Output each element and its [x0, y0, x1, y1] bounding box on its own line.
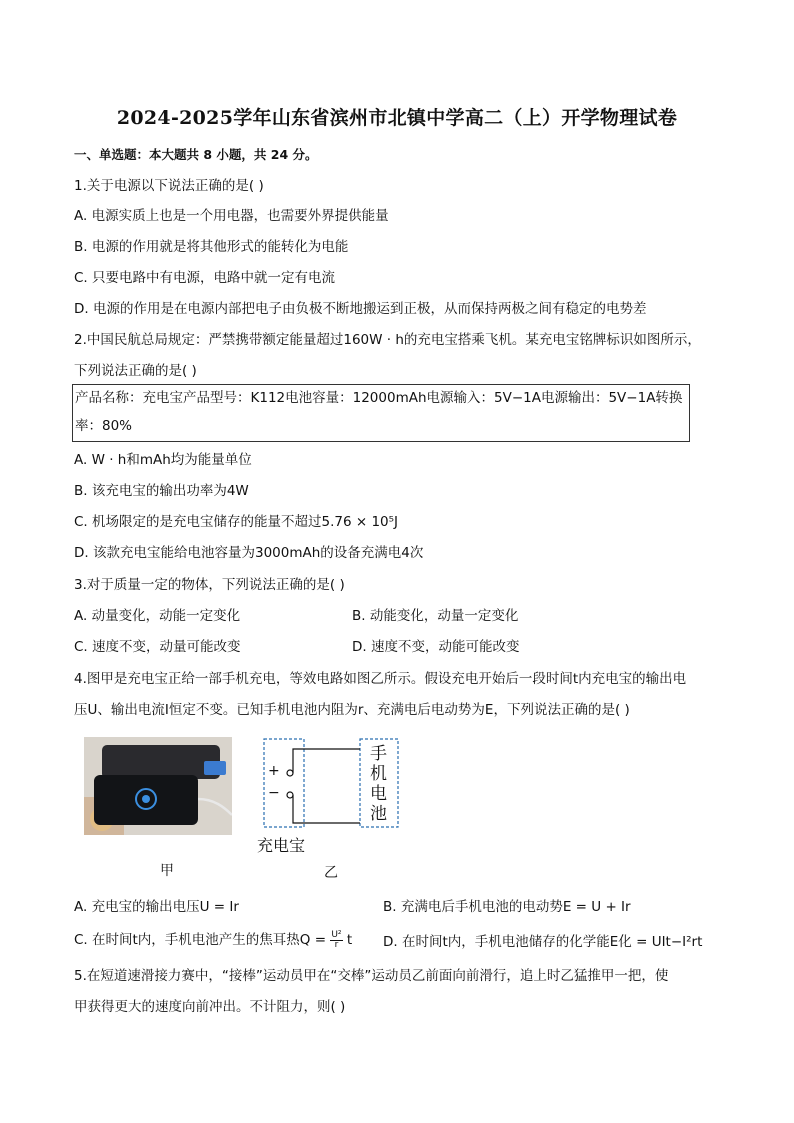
- nameplate-box: [72, 384, 690, 442]
- q4-option-a: A. 充电宝的输出电压U = Ir: [74, 899, 239, 915]
- joule-heat-fraction: [330, 931, 342, 950]
- q1-option-a: A. 电源实质上也是一个用电器，也需要外界提供能量: [74, 208, 389, 224]
- question-3-stem: 3.对于质量一定的物体，下列说法正确的是( ): [74, 577, 345, 593]
- q4-option-c-tail: t: [346, 932, 353, 948]
- fraction-numerator: U²: [331, 929, 342, 940]
- power-bank-photo: [84, 737, 232, 835]
- q2-option-b: B. 该充电宝的输出功率为4W: [74, 483, 249, 499]
- page-title: 2024-2025学年山东省滨州市北镇中学高二（上）开学物理试卷: [116, 107, 678, 129]
- q2-option-d: D. 该款充电宝能给电池容量为3000mAh的设备充满电4次: [74, 545, 424, 561]
- q4-option-c-text: C. 在时间t内，手机电池产生的焦耳热Q =: [74, 932, 327, 948]
- nameplate-line2: 率：80%: [75, 418, 133, 434]
- question-5-stem-line2: 甲获得更大的速度向前冲出。不计阻力，则( ): [74, 999, 346, 1015]
- q3-option-d: D. 速度不变，动能可能改变: [352, 639, 520, 655]
- figure-jia-caption: 甲: [160, 863, 174, 879]
- q4-option-c: [74, 930, 352, 950]
- figure-yi-caption: 乙: [324, 865, 338, 881]
- question-2-stem-line1: 2.中国民航总局规定：严禁携带额定能量超过160W · h的充电宝搭乘飞机。某充电宝铭牌标识如图所示，: [74, 332, 701, 348]
- phone-battery-label-3: 电: [370, 784, 387, 804]
- question-2-stem-line2: 下列说法正确的是( ): [74, 363, 197, 379]
- q3-option-b: B. 动能变化，动量一定变化: [352, 608, 519, 624]
- phone-battery-label-1: 手: [370, 744, 387, 764]
- question-1-stem: 1.关于电源以下说法正确的是( ): [74, 178, 264, 194]
- phone-battery-label-4: 池: [370, 804, 387, 824]
- charger-label: 充电宝: [257, 836, 306, 855]
- phone-battery-label-2: 机: [370, 764, 387, 784]
- section-heading: 一、单选题：本大题共 8 小题，共 24 分。: [74, 147, 318, 162]
- minus-terminal-label: −: [268, 785, 280, 801]
- fraction-denominator: r: [334, 939, 339, 950]
- nameplate-line1: 产品名称：充电宝产品型号：K112电池容量：12000mAh电源输入：5V−1A电源输出：5V−1A转换: [75, 390, 683, 406]
- q4-option-b: B. 充满电后手机电池的电动势E = U + Ir: [383, 899, 631, 915]
- question-4-stem-line1: 4.图甲是充电宝正给一部手机充电，等效电路如图乙所示。假设充电开始后一段时间t内充电宝的输出电: [74, 671, 687, 687]
- q1-option-d: D. 电源的作用是在电源内部把电子由负极不断地搬运到正极，从而保持两极之间有稳定的电势差: [74, 301, 647, 317]
- q1-option-b: B. 电源的作用就是将其他形式的能转化为电能: [74, 239, 349, 255]
- q2-option-c: C. 机场限定的是充电宝储存的能量不超过5.76 × 10⁵J: [74, 514, 399, 530]
- question-5-stem-line1: 5.在短道速滑接力赛中，“接棒”运动员甲在“交棒”运动员乙前面向前滑行，追上时乙猛推甲一把，使: [74, 968, 669, 984]
- plus-terminal-label: +: [268, 763, 280, 779]
- q2-option-a: A. W · h和mAh均为能量单位: [74, 452, 252, 468]
- q3-option-c: C. 速度不变，动量可能改变: [74, 639, 241, 655]
- q1-option-c: C. 只要电路中有电源，电路中就一定有电流: [74, 270, 336, 286]
- question-4-stem-line2: 压U、输出电流I恒定不变。已知手机电池内阻为r、充满电后电动势为E，下列说法正确的是( ): [74, 702, 630, 718]
- q3-option-a: A. 动量变化，动能一定变化: [74, 608, 241, 624]
- q4-option-d: D. 在时间t内，手机电池储存的化学能E化 = UIt−I²rt: [383, 934, 703, 950]
